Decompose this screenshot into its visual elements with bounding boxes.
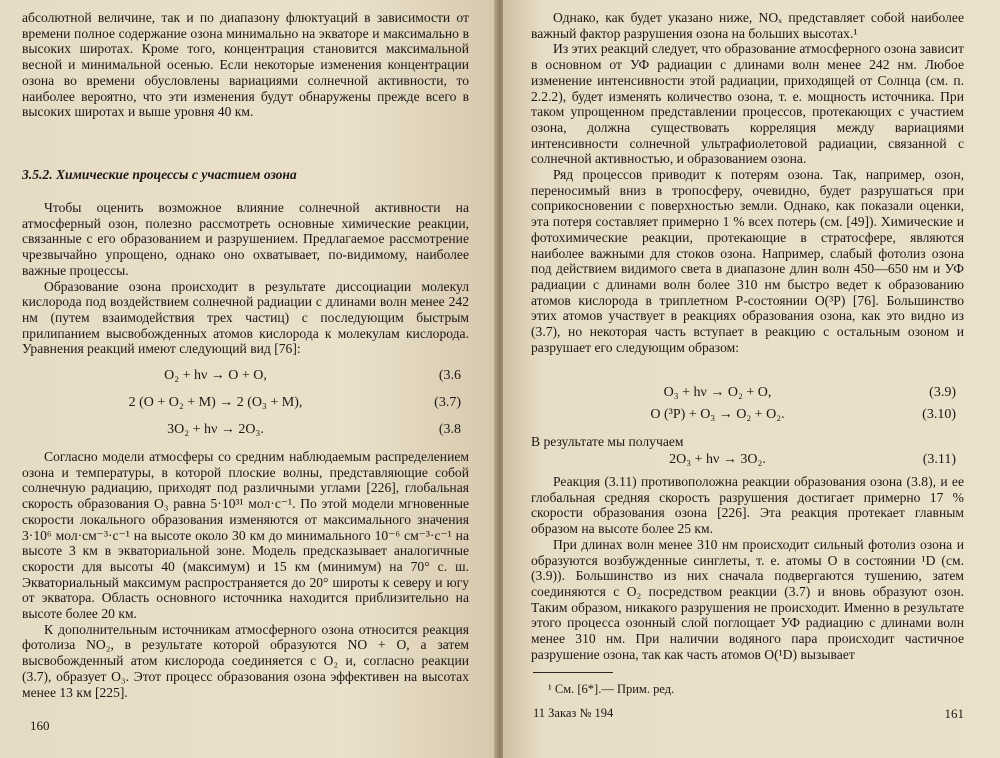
footnote: ¹ См. [6*].— Прим. ред. <box>548 682 675 696</box>
equation-number: (3.9) <box>929 385 956 400</box>
left-body-2 <box>22 449 469 700</box>
equation-number: (3.8 <box>438 422 461 437</box>
left-paragraph-2: Образование озона происходит в результате диссоциации молекул кислорода под воздействием солнечной радиации с длинами волн менее 242 нм (путем взаимодействия трех частиц) с последующим быстрым прилипанием высвобожденных атомов кислорода к молекулам кислорода. Уравнения реакций имеют следующий вид [76]: <box>22 278 469 357</box>
equation-number: (3.11) <box>922 452 956 467</box>
equation-number: (3.6 <box>438 368 461 383</box>
right-paragraph-5: При длинах волн менее 310 нм происходит сильный фотолиз озона и образуются возбужденные синглеты, т. е. атомы O в состоянии ¹D (см. (3.9)). Большинство из них сначала подвергаются тушению, затем соединяются с O₂ посредством реакции (3.7) и вновь образуют озон. Таким образом, никакого разрушения не происходит. Именно в результате этого процесса озонный слой поглощает УФ радиацию с длинами волн менее 310 нм. При наличии водяного пара происходит частичное разрушение озона, так как часть атомов O(¹D) вызывает <box>531 536 964 662</box>
right-paragraph-2: Из этих реакций следует, что образование атмосферного озона зависит в основном от УФ радиации с длинами волн менее 242 нм. Любое изменение интенсивности этой радиации, приходящей от Солнца (см. п. 2.2.2), будет изменять количество озона, т. е. мощность источника. При таком упрощенном представлении процессов, протекающих с участием озона, должна существовать корреляция между вариациями интенсивности солнечной ультрафиолетовой радиации, связанной с солнечной активностью, и образованием озона. <box>531 41 964 167</box>
equation-3-9 <box>531 385 964 405</box>
equation-number: (3.7) <box>434 395 461 410</box>
left-paragraph-4: К дополнительным источникам атмосферного озона относится реакция фотолиза NO₂, в результате которой образуются NO + O, а затем высвобожденный атом кислорода соединяется с O₂ и, согласно реакции (3.7), образует O₃. Этот процесс образования озона эффективен на высотах менее 13 км [225]. <box>22 621 469 700</box>
right-paragraph-4: Реакция (3.11) противоположна реакции образования озона (3.8), и ее глобальная средняя скорость разрушения достигает примерно 17 % скорости образования озона [226]. Эта реакция протекает главным образом на высоте более 25 км. <box>531 474 964 537</box>
equation-formula: O₃ + hν → O₂ + O, <box>663 385 772 400</box>
equation-3-11 <box>531 452 964 472</box>
right-body-2 <box>531 474 964 662</box>
equation-formula: 3O₂ + hν → 2O₃. <box>167 422 264 437</box>
footnote-rule <box>533 672 613 673</box>
left-body-1 <box>22 200 469 357</box>
left-top-paragraph: абсолютной величине, так и по диапазону флюктуаций в зависимости от времени полное содержание озона минимально на экваторе и максимально в высоких широтах. Кроме того, концентрация становится максимальной весной и минимальной осенью. Если некоторые изменения концентрации озона во времени обусловлены вариациями солнечной активности, то наиболее вероятно, что эти изменения будут обнаружены прежде всего в высоких широтах и выше уровня 40 км. <box>22 10 469 120</box>
left-page <box>0 0 497 758</box>
result-line: В результате мы получаем <box>531 434 684 449</box>
right-page-number: 161 <box>944 706 964 721</box>
signature-mark: 11 Заказ № 194 <box>533 706 614 720</box>
equation-3-6 <box>22 368 469 388</box>
right-paragraph-3: Ряд процессов приводит к потерям озона. Так, например, озон, переносимый вниз в тропосферу, очевидно, будет разрушаться при соприкосновении с поверхностью земли. Однако, как показали оценки, эта потеря составляет примерно 1 % всех потерь (см. [49]). Химические и фотохимические реакции, протекающие в стратосфере, являются наиболее важными для стоков озона. Например, слабый фотолиз озона под действием видимого света в диапазоне длин волн 450—650 нм и УФ радиации с длинами волн более 310 нм быстро ведет к образованию атомов кислорода в триплетном P-состоянии O(³P) [76]. Большинство этих атомов участвует в реакциях образования озона, как это видно из (3.7), но некоторая часть вступает в реакцию с остальным озоном и разрушает его следующим образом: <box>531 167 964 355</box>
equation-number: (3.10) <box>922 407 956 422</box>
equation-3-8 <box>22 422 469 442</box>
equation-3-7 <box>22 395 469 415</box>
left-page-number: 160 <box>30 718 50 733</box>
left-paragraph-3: Согласно модели атмосферы со средним наблюдаемым распределением озона и температуры, в которой плоские волны, представляющие собой солнечную радиацию, приходят под различными углами [226], глобальная скорость образования O₃ равна 5·10³¹ мол·с⁻¹. По этой модели мгновенные скорости локального образования изменяются от максимального значения 3·10⁶ мол·см⁻³·с⁻¹ на высоте около 30 км до минимального 10⁻⁶ см⁻³·с⁻¹ на высоте 3 км в экваториальной зоне. Модель предсказывает аналогичные скорости для высоты 40 (максимум) и 15 км (минимум) на 70° с. ш. Экваториальный максимум распространяется до 20° широты к северу и югу от экватора. Область основного источника находится приблизительно на высоте более 20 км. <box>22 449 469 622</box>
equation-formula: O (³P) + O₃ → O₂ + O₂. <box>650 407 785 422</box>
right-paragraph-1: Однако, как будет указано ниже, NOₓ представляет собой наиболее важный фактор разрушения озона на больших высотах.¹ <box>531 10 964 41</box>
section-heading: 3.5.2. Химические процессы с участием озона <box>22 167 297 182</box>
equation-formula: 2O₃ + hν → 3O₂. <box>669 452 766 467</box>
equation-formula: O₂ + hν → O + O, <box>164 368 267 383</box>
right-page <box>503 0 1000 758</box>
right-body-1 <box>531 10 964 355</box>
equation-3-10 <box>531 407 964 427</box>
left-paragraph-1: Чтобы оценить возможное влияние солнечной активности на атмосферный озон, полезно рассмотреть основные химические реакции, связанные с его образованием и разрушением. Предлагаемое рассмотрение чрезвычайно упрощено, однако оно охватывает, по-видимому, наиболее важные процессы. <box>22 200 469 278</box>
equation-formula: 2 (O + O₂ + M) → 2 (O₃ + M), <box>128 395 303 410</box>
